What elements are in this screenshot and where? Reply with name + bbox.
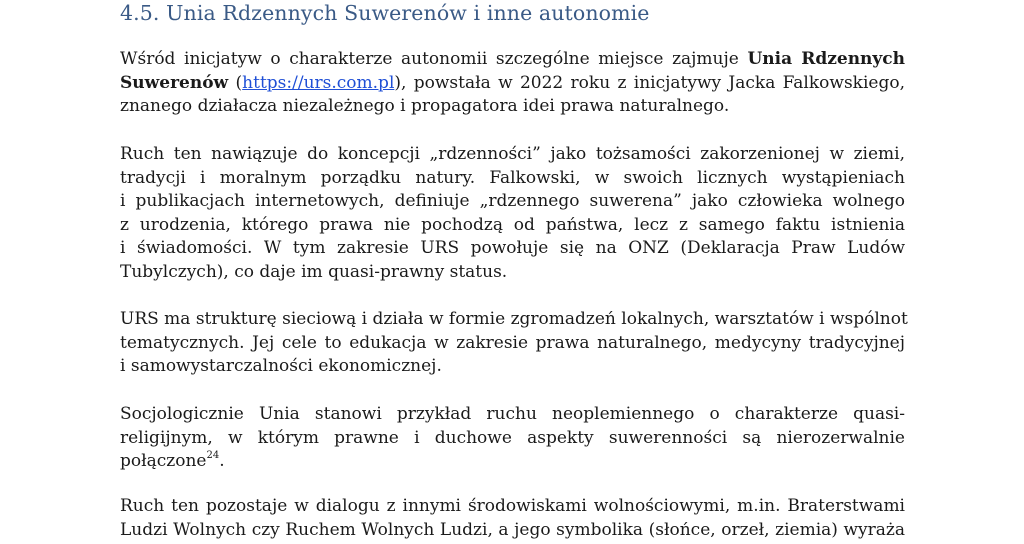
paragraph-line (120, 450, 905, 474)
urs-website-link[interactable]: https://urs.com.pl (242, 72, 395, 93)
paragraph-line: tematycznych. Jej cele to edukacja w zakresie prawa naturalnego, medycyny tradycyjnej (120, 332, 905, 353)
paragraph-line: i świadomości. W tym zakresie URS powołuje się na ONZ (Deklaracja Praw Ludów (120, 238, 905, 258)
bold-org-name: Suwerenów (120, 72, 229, 93)
text-run: ), powstała w 2022 roku z inicjatywy Jacka Falkowskiego, (394, 72, 905, 93)
paragraph-line: religijnym, w którym prawne i duchowe aspekty suwerenności są nierozerwalnie (120, 427, 905, 448)
text-run: ( (228, 72, 243, 93)
text-run: . (219, 451, 225, 471)
paragraph-line: URS ma strukturę sieciową i działa w formie zgromadzeń lokalnych, warsztatów i wspólnot (120, 309, 908, 329)
paragraph-line: Ruch ten nawiązuje do koncepcji „rdzenności” jako tożsamości zakorzenionej w ziemi, (120, 144, 905, 164)
paragraph-structure (120, 308, 908, 379)
text-run: połączone (120, 451, 207, 471)
paragraph-dialogue (120, 495, 905, 542)
section-heading: 4.5. Unia Rdzennych Suwerenów i inne autonomie (120, 1, 650, 25)
bold-org-name: Unia Rdzennych (747, 49, 905, 69)
paragraph-line: i publikacjach internetowych, definiuje „rdzennego suwerena” jako człowieka wolnego (120, 191, 905, 211)
paragraph-line: Ruch ten pozostaje w dialogu z innymi środowiskami wolnościowymi, m.in. Braterstwami (120, 496, 905, 516)
paragraph-line: Tubylczych), co daje im quasi-prawny status. (120, 261, 508, 282)
footnote-marker[interactable]: 24 (206, 450, 220, 462)
text-run: Wśród inicjatyw o charakterze autonomii szczególne miejsce zajmuje (120, 49, 748, 69)
paragraph-line (120, 72, 905, 96)
paragraph-line: i samowystarczalności ekonomicznej. (120, 356, 442, 376)
paragraph-line: z urodzenia, którego prawa nie pochodzą od państwa, lecz z samego faktu istnienia (120, 214, 905, 235)
paragraph-line: Ludzi Wolnych czy Ruchem Wolnych Ludzi, a jego symbolika (słońce, orzeł, ziemia) wyraża (120, 519, 905, 540)
paragraph-line: znanego działacza niezależnego i propagatora idei prawa naturalnego. (120, 96, 730, 116)
paragraph-line: tradycji i moralnym porządku natury. Falkowski, w swoich licznych wystąpieniach (120, 167, 905, 188)
paragraph-line: Socjologicznie Unia stanowi przykład ruchu neoplemiennego o charakterze quasi- (120, 404, 905, 424)
paragraph-line (120, 48, 905, 72)
paragraph-urs-intro (120, 48, 905, 119)
paragraph-sociology (120, 403, 905, 474)
paragraph-rdzennosc (120, 143, 905, 284)
